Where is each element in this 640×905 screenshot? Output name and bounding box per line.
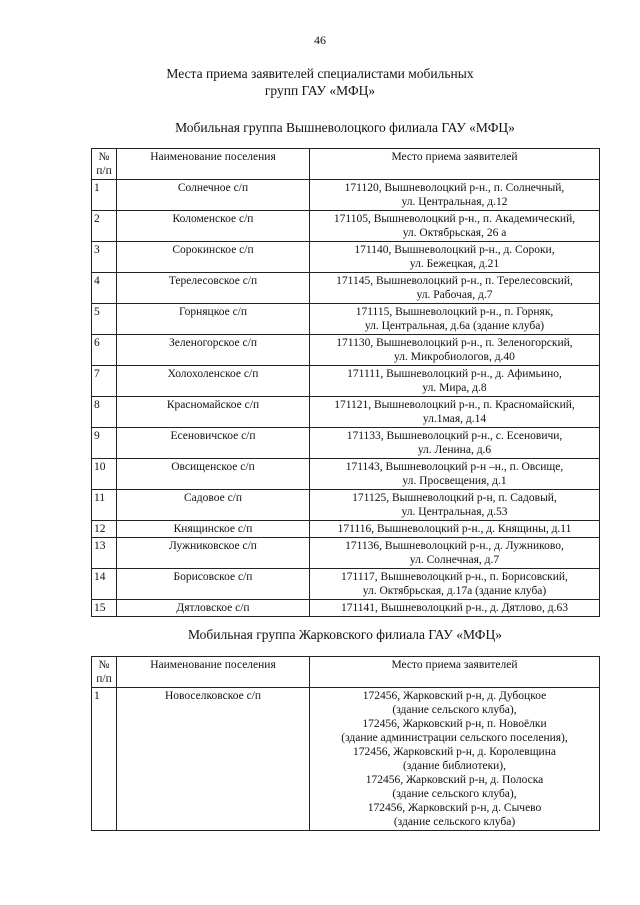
row-number: 12: [92, 521, 117, 538]
settlement-name: Холохоленское с/п: [117, 366, 310, 397]
group2-table-body: [92, 688, 600, 831]
reception-place-line: ул.1мая, д.14: [422, 413, 487, 425]
reception-place-line: 171145, Вышневолоцкий р-н., п. Терелесовский,: [336, 275, 573, 287]
reception-place-line: 171121, Вышневолоцкий р-н., п. Красномайский,: [334, 399, 575, 411]
row-number: 14: [92, 569, 117, 600]
reception-place-line: ул. Центральная, д.12: [401, 196, 508, 208]
reception-place-line: (здание сельского клуба),: [392, 704, 517, 716]
settlement-name: Зеленогорское с/п: [117, 335, 310, 366]
group2-table: [91, 656, 600, 831]
reception-place: [310, 569, 600, 600]
table-row: [92, 273, 600, 304]
reception-place: [310, 304, 600, 335]
reception-place-line: ул. Октябрьская, 26 а: [402, 227, 507, 239]
settlement-name: Красномайское с/п: [117, 397, 310, 428]
reception-place: [310, 428, 600, 459]
row-number: 1: [92, 180, 117, 211]
document-title-line-2: групп ГАУ «МФЦ»: [264, 83, 376, 98]
table-row: [92, 600, 600, 617]
settlement-name: Солнечное с/п: [117, 180, 310, 211]
table-row: [92, 335, 600, 366]
group2-title: Мобильная группа Жарковского филиала ГАУ «МФЦ»: [188, 627, 502, 642]
reception-place: [310, 335, 600, 366]
reception-place-line: ул. Рабочая, д.7: [416, 289, 493, 301]
settlement-name: Дятловское с/п: [117, 600, 310, 617]
settlement-name: Лужниковское с/п: [117, 538, 310, 569]
settlement-name: Сорокинское с/п: [117, 242, 310, 273]
table-row: [92, 569, 600, 600]
reception-place: [310, 521, 600, 538]
table-row: [92, 397, 600, 428]
row-number: 3: [92, 242, 117, 273]
settlement-name: Горняцкое с/п: [117, 304, 310, 335]
reception-place-line: 171115, Вышневолоцкий р-н., п. Горняк,: [355, 306, 554, 318]
row-number: 1: [92, 688, 117, 831]
table-header-row: [92, 149, 600, 180]
reception-place-line: 172456, Жарковский р-н, д. Королевщина: [353, 746, 556, 758]
table-row: [92, 211, 600, 242]
reception-place: [310, 180, 600, 211]
reception-place-line: 171105, Вышневолоцкий р-н., п. Академический,: [333, 213, 576, 225]
reception-place: [310, 211, 600, 242]
reception-place-line: 171141, Вышневолоцкий р-н., д. Дятлово, д.63: [340, 602, 569, 614]
table-row: [92, 490, 600, 521]
row-number: 6: [92, 335, 117, 366]
row-number: 5: [92, 304, 117, 335]
reception-place-line: ул. Просвещения, д.1: [402, 475, 507, 487]
settlement-name: Коломенское с/п: [117, 211, 310, 242]
table-row: [92, 366, 600, 397]
reception-place-line: (здание сельского клуба),: [392, 788, 517, 800]
reception-place-line: ул. Октябрьская, д.17а (здание клуба): [362, 585, 547, 597]
settlement-name: Садовое с/п: [117, 490, 310, 521]
table-row: [92, 688, 600, 831]
table-row: [92, 180, 600, 211]
header-name: Наименование поселения: [117, 149, 310, 180]
group1-title: Мобильная группа Вышневолоцкого филиала ГАУ «МФЦ»: [175, 120, 515, 135]
row-number: 11: [92, 490, 117, 521]
reception-place-line: (здание библиотеки),: [402, 760, 507, 772]
table-row: [92, 428, 600, 459]
reception-place: [310, 600, 600, 617]
reception-place: [310, 242, 600, 273]
row-number: 7: [92, 366, 117, 397]
header-num: [92, 657, 117, 688]
document-title: [0, 65, 640, 99]
header-num: [92, 149, 117, 180]
reception-place-line: 172456, Жарковский р-н, п. Новоёлки: [362, 718, 547, 730]
header-num-line-2: п/п: [96, 165, 112, 177]
reception-place-line: 172456, Жарковский р-н, д. Дубоцкое: [362, 690, 547, 702]
reception-place-line: ул. Бежецкая, д.21: [409, 258, 500, 270]
page-number: 46: [314, 33, 326, 47]
reception-place-line: 171140, Вышневолоцкий р-н., д. Сороки,: [354, 244, 555, 256]
header-place: Место приема заявителей: [310, 657, 600, 688]
group1-table-body: [92, 180, 600, 617]
row-number: 10: [92, 459, 117, 490]
row-number: 8: [92, 397, 117, 428]
table-row: [92, 304, 600, 335]
settlement-name: Овсищенское с/п: [117, 459, 310, 490]
table-row: [92, 538, 600, 569]
row-number: 4: [92, 273, 117, 304]
reception-place-line: (здание сельского клуба): [393, 816, 516, 828]
reception-place: [310, 366, 600, 397]
reception-place-line: 171125, Вышневолоцкий р-н, п. Садовый,: [352, 492, 557, 504]
reception-place: [310, 490, 600, 521]
settlement-name: Терелесовское с/п: [117, 273, 310, 304]
reception-place-line: 171120, Вышневолоцкий р-н., п. Солнечный,: [344, 182, 565, 194]
reception-place-line: ул. Солнечная, д.7: [409, 554, 500, 566]
reception-place-line: ул. Ленина, д.6: [417, 444, 492, 456]
reception-place-line: ул. Центральная, д.53: [401, 506, 508, 518]
header-num-line-2: п/п: [96, 673, 112, 685]
group1-table: [91, 148, 600, 617]
reception-place: [310, 538, 600, 569]
row-number: 9: [92, 428, 117, 459]
reception-place: [310, 273, 600, 304]
table-header-row: [92, 657, 600, 688]
settlement-name: Есеновичское с/п: [117, 428, 310, 459]
table-row: [92, 521, 600, 538]
reception-place-line: 171111, Вышневолоцкий р-н., д. Афимьино,: [347, 368, 562, 380]
reception-place-line: ул. Мира, д.8: [422, 382, 487, 394]
reception-place-line: 171136, Вышневолоцкий р-н., д. Лужниково,: [345, 540, 564, 552]
reception-place-line: (здание администрации сельского поселения),: [341, 732, 568, 744]
reception-place: [310, 397, 600, 428]
reception-place-line: 171143, Вышневолоцкий р-н –н., п. Овсище,: [345, 461, 564, 473]
table-row: [92, 242, 600, 273]
header-name: Наименование поселения: [117, 657, 310, 688]
settlement-name: Борисовское с/п: [117, 569, 310, 600]
row-number: 13: [92, 538, 117, 569]
reception-place-line: 172456, Жарковский р-н, д. Полоска: [365, 774, 544, 786]
settlement-name: Княщинское с/п: [117, 521, 310, 538]
row-number: 15: [92, 600, 117, 617]
settlement-name: Новоселковское с/п: [117, 688, 310, 831]
reception-place-line: 171116, Вышневолоцкий р-н., д. Княщины, д.11: [337, 523, 572, 535]
document-title-line-1: Места приема заявителей специалистами мобильных: [166, 66, 474, 81]
reception-place-line: ул. Микробиологов, д.40: [394, 351, 515, 363]
header-num-line-1: №: [98, 151, 110, 163]
reception-place: [310, 459, 600, 490]
row-number: 2: [92, 211, 117, 242]
reception-place-line: ул. Центральная, д.6а (здание клуба): [364, 320, 545, 332]
reception-place-line: 171133, Вышневолоцкий р-н., с. Есеновичи,: [346, 430, 563, 442]
reception-place: [310, 688, 600, 831]
reception-place-line: 171117, Вышневолоцкий р-н., п. Борисовский,: [341, 571, 568, 583]
header-place: Место приема заявителей: [310, 149, 600, 180]
reception-place-line: 171130, Вышневолоцкий р-н., п. Зеленогорский,: [336, 337, 573, 349]
table-row: [92, 459, 600, 490]
header-num-line-1: №: [98, 659, 110, 671]
reception-place-line: 172456, Жарковский р-н, д. Сычево: [367, 802, 542, 814]
